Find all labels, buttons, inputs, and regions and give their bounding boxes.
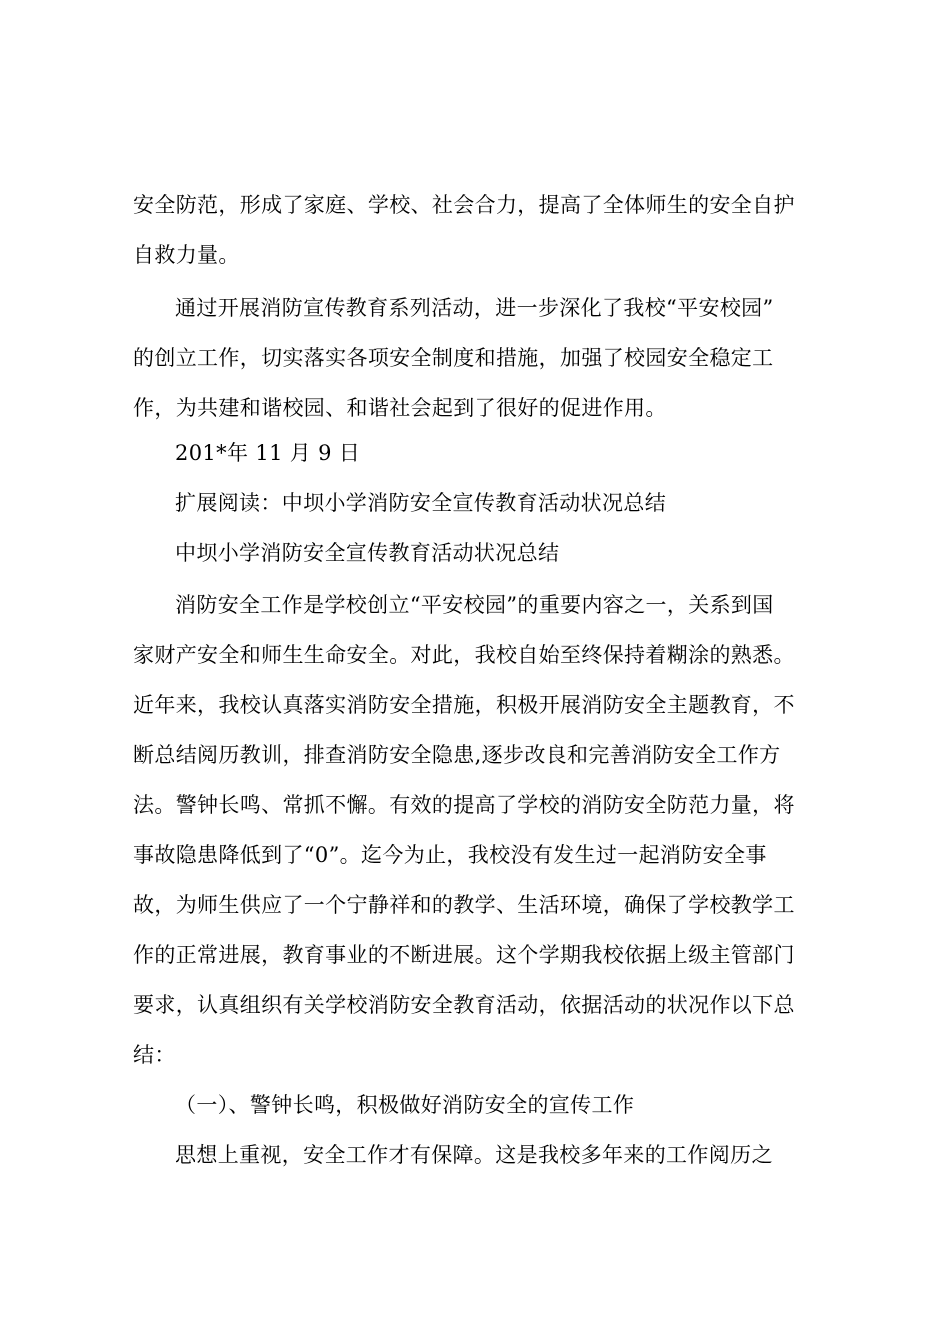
text-line: 近年来，我校认真落实消防安全措施，积极开展消防安全主题教育，不 <box>133 693 795 717</box>
text-line: 断总结阅历教训，排查消防安全隐患,逐步改良和完善消防安全工作方 <box>133 743 781 767</box>
document-title: 中坝小学消防安全宣传教育活动状况总结 <box>175 541 560 565</box>
text-line: 故，为师生供应了一个宁静祥和的教学、生活环境，确保了学校教学工 <box>133 893 795 917</box>
text-line: 消防安全工作是学校创立“平安校园”的重要内容之一，关系到国 <box>175 593 774 617</box>
section-heading: 扩展阅读：中坝小学消防安全宣传教育活动状况总结 <box>175 491 667 515</box>
date-line: 201*年 11 月 9 日 <box>175 441 361 465</box>
text-line: 法。警钟长鸣、常抓不懈。有效的提高了学校的消防安全防范力量，将 <box>133 793 795 817</box>
text-line: 作的正常进展，教育事业的不断进展。这个学期我校依据上级主管部门 <box>133 943 795 967</box>
text-line: 结： <box>133 1043 176 1067</box>
text-line: 的创立工作，切实落实各项安全制度和措施，加强了校园安全稳定工 <box>133 346 774 370</box>
text-line: 安全防范，形成了家庭、学校、社会合力，提高了全体师生的安全自护 <box>133 193 795 217</box>
text-line: 通过开展消防宣传教育系列活动，进一步深化了我校“平安校园” <box>175 296 774 320</box>
text-line: 要求，认真组织有关学校消防安全教育活动，依据活动的状况作以下总 <box>133 993 795 1017</box>
text-line: 家财产安全和师生生命安全。对此，我校自始至终保持着糊涂的熟悉。 <box>133 643 795 667</box>
text-line: 思想上重视，安全工作才有保障。这是我校多年来的工作阅历之 <box>175 1143 773 1167</box>
subsection-heading: （一）、警钟长鸣，积极做好消防安全的宣传工作 <box>175 1093 635 1117</box>
text-line: 作，为共建和谐校园、和谐社会起到了很好的促进作用。 <box>133 396 667 420</box>
text-line: 事故隐患降低到了“0”。迄今为止，我校没有发生过一起消防安全事 <box>133 843 767 867</box>
text-line: 自救力量。 <box>133 243 240 267</box>
